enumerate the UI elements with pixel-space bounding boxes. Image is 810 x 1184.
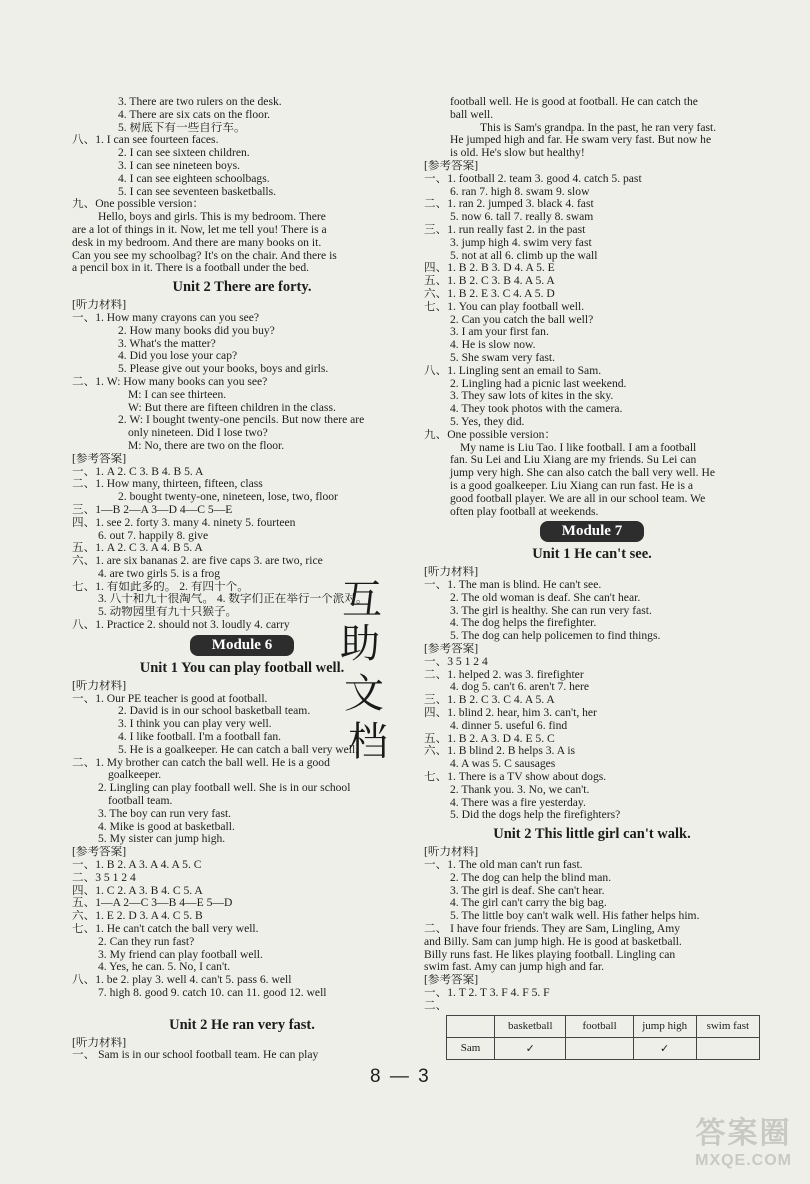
table-header-row bbox=[447, 1015, 760, 1037]
text-line: [听力材料] bbox=[72, 299, 127, 312]
text-line: 2. Thank you. 3. No, we can't. bbox=[450, 783, 590, 796]
unit-heading: Unit 2 He ran very fast. bbox=[169, 1016, 315, 1033]
text-line: 5. The little boy can't walk well. His father helps him. bbox=[450, 910, 700, 923]
text-line: 一、1. How many crayons can you see? bbox=[72, 311, 260, 324]
text-line: ball well. bbox=[450, 108, 494, 121]
text-line: 3. The boy can run very fast. bbox=[98, 807, 232, 820]
text-line: a pencil box in it. There is a football under the bed. bbox=[72, 262, 310, 275]
text-line: 一、1. B 2. A 3. A 4. A 5. C bbox=[72, 859, 202, 872]
text-line: 一、1. Our PE teacher is good at football. bbox=[72, 692, 268, 705]
module-heading-wrap bbox=[424, 521, 760, 542]
watermark-logo bbox=[695, 1108, 792, 1170]
text-line: is a good goalkeeper. Liu Xiang can run fast. He is a bbox=[450, 479, 694, 492]
text-line: 5. Please give out your books, boys and girls. bbox=[118, 363, 329, 376]
text-line: [听力材料] bbox=[424, 846, 479, 859]
text-line: fan. Su Lei and Liu Xiang are my friends. Su Lei can bbox=[450, 454, 697, 467]
text-line: 6. out 7. happily 8. give bbox=[98, 529, 209, 542]
text-line: 6. ran 7. high 8. swam 9. slow bbox=[450, 185, 590, 198]
text-line: 5. 动物园里有九十只猴子。 bbox=[98, 606, 238, 619]
text-line: 二、1. My brother can catch the ball well. He is a good bbox=[72, 756, 330, 769]
text-line: [听力材料] bbox=[424, 566, 479, 579]
unit-heading: Unit 2 This little girl can't walk. bbox=[493, 826, 691, 843]
text-line: 4. The girl can't carry the big bag. bbox=[450, 897, 607, 910]
unit-heading: Unit 2 There are forty. bbox=[172, 279, 312, 296]
text-line: 四、1. see 2. forty 3. many 4. ninety 5. fourteen bbox=[72, 516, 296, 529]
text-line: 七、1. You can play football well. bbox=[424, 300, 585, 313]
text-line: is old. He's slow but healthy! bbox=[450, 147, 585, 160]
text-line: desk in my bedroom. And there are many books on it. bbox=[72, 236, 322, 249]
text-line: jump very high. She can also catch the ball very well. He bbox=[450, 467, 715, 480]
text-line: 5. The dog can help policemen to find things. bbox=[450, 630, 661, 643]
text-line: 2. Can you catch the ball well? bbox=[450, 313, 594, 326]
text-line: 4. There was a fire yesterday. bbox=[450, 796, 586, 809]
table-row bbox=[447, 1037, 760, 1059]
text-line: M: I can see thirteen. bbox=[128, 388, 227, 401]
text-line: 5. I can see seventeen basketballs. bbox=[118, 185, 277, 198]
table-cell bbox=[566, 1037, 633, 1059]
text-line: 四、1. B 2. B 3. D 4. A 5. E bbox=[424, 262, 555, 275]
text-line: 四、1. C 2. A 3. B 4. C 5. A bbox=[72, 884, 203, 897]
text-line: 五、1. B 2. C 3. B 4. A 5. A bbox=[424, 275, 555, 288]
text-line: 5. Yes, they did. bbox=[450, 415, 525, 428]
text-line: 二、 bbox=[424, 999, 448, 1012]
text-line: 二、1. W: How many books can you see? bbox=[72, 375, 268, 388]
text-line: 2. The old woman is deaf. She can't hear. bbox=[450, 591, 641, 604]
text-line: 三、1—B 2—A 3—D 4—C 5—E bbox=[72, 503, 233, 516]
text-line: 八、1. be 2. play 3. well 4. can't 5. pass 6. well bbox=[72, 974, 292, 987]
text-line: 一、1. The old man can't run fast. bbox=[424, 859, 583, 872]
text-line: football team. bbox=[108, 795, 173, 808]
text-line: 4. The dog helps the firefighter. bbox=[450, 617, 597, 630]
text-line: 4. They took photos with the camera. bbox=[450, 403, 623, 416]
table-header-cell: basketball bbox=[495, 1015, 566, 1037]
module-heading: Module 6 bbox=[190, 635, 294, 656]
text-line: 4. There are six cats on the floor. bbox=[118, 108, 271, 121]
text-line: and Billy. Sam can jump high. He is good at basketball. bbox=[424, 935, 682, 948]
text-line: 5. 树底下有一些自行车。 bbox=[118, 121, 246, 134]
text-line: 3. jump high 4. swim very fast bbox=[450, 236, 592, 249]
text-line: [参考答案] bbox=[72, 846, 127, 859]
watermark-url: MXQE.COM bbox=[695, 1152, 792, 1169]
page-number: 8 — 3 bbox=[370, 1066, 431, 1087]
text-line: M: No, there are two on the floor. bbox=[128, 439, 285, 452]
text-line: 5. not at all 6. climb up the wall bbox=[450, 249, 598, 262]
text-line: 一、 Sam is in our school football team. He can play bbox=[72, 1049, 319, 1062]
text-line: [听力材料] bbox=[72, 679, 127, 692]
table-cell: ✓ bbox=[495, 1037, 566, 1059]
table-header-cell: swim fast bbox=[696, 1015, 759, 1037]
unit-heading: Unit 1 You can play football well. bbox=[139, 659, 345, 676]
text-line: 4. Did you lose your cap? bbox=[118, 350, 238, 363]
handwritten-char: 互 bbox=[342, 577, 382, 623]
text-line: 7. high 8. good 9. catch 10. can 11. good 12. well bbox=[98, 987, 327, 999]
text-line: [参考答案] bbox=[424, 974, 479, 987]
text-line: 六、1. E 2. D 3. A 4. C 5. B bbox=[72, 910, 203, 923]
module-heading: Module 7 bbox=[540, 521, 644, 542]
text-line: 5. My sister can jump high. bbox=[98, 833, 226, 846]
text-line: 一、1. football 2. team 3. good 4. catch 5. past bbox=[424, 172, 642, 185]
table-header-cell: jump high bbox=[633, 1015, 696, 1037]
text-line: 八、1. I can see fourteen faces. bbox=[72, 134, 219, 147]
text-line: 2. W: I bought twenty-one pencils. But now there are bbox=[118, 414, 365, 427]
text-line: 二、1. helped 2. was 3. firefighter bbox=[424, 668, 584, 681]
text-line: 九、One possible version： bbox=[424, 428, 557, 441]
text-line: 七、1. 有如此多的。 2. 有四十个。 bbox=[72, 580, 249, 593]
handwritten-char: 助 bbox=[340, 621, 380, 667]
text-line: Can you see my schoolbag? It's on the chair. And there is bbox=[72, 249, 337, 262]
table-cell bbox=[696, 1037, 759, 1059]
text-line: 六、1. are six bananas 2. are five caps 3. are two, rice bbox=[72, 555, 323, 568]
text-line: 七、1. There is a TV show about dogs. bbox=[424, 771, 607, 784]
text-line: 4. dinner 5. useful 6. find bbox=[450, 719, 568, 732]
text-line: 4. A was 5. C sausages bbox=[450, 758, 556, 771]
text-line: 2. David is in our school basketball team. bbox=[118, 705, 311, 718]
text-line: 2. Lingling can play football well. She is in our school bbox=[98, 782, 351, 795]
text-line: 五、1—A 2—C 3—B 4—E 5—D bbox=[72, 897, 233, 910]
text-line: 二、1. How many, thirteen, fifteen, class bbox=[72, 478, 263, 491]
text-line: 一、3 5 1 2 4 bbox=[424, 655, 488, 668]
text-line: 一、1. T 2. T 3. F 4. F 5. F bbox=[424, 987, 550, 999]
text-line: 二、 I have four friends. They are Sam, Lingling, Amy bbox=[424, 923, 681, 936]
handwritten-char: 档 bbox=[348, 719, 388, 765]
table-header-cell: football bbox=[566, 1015, 633, 1037]
text-line: 七、1. He can't catch the ball very well. bbox=[72, 923, 259, 936]
text-line: football well. He is good at football. He can catch the bbox=[450, 96, 698, 108]
text-line: 四、1. blind 2. hear, him 3. can't, her bbox=[424, 707, 597, 720]
text-line: 一、1. The man is blind. He can't see. bbox=[424, 579, 602, 592]
text-line: only nineteen. Did I lose two? bbox=[128, 427, 268, 440]
text-line: Hello, boys and girls. This is my bedroom. There bbox=[98, 211, 326, 224]
text-line: 五、1. B 2. A 3. D 4. E 5. C bbox=[424, 732, 555, 745]
text-line: 4. He is slow now. bbox=[450, 339, 536, 352]
text-line: 五、1. A 2. C 3. A 4. B 5. A bbox=[72, 542, 203, 555]
ability-table bbox=[446, 1015, 760, 1060]
text-line: 5. Did the dogs help the firefighters? bbox=[450, 809, 621, 822]
text-line: 5. now 6. tall 7. really 8. swam bbox=[450, 211, 594, 224]
handwritten-char: 文 bbox=[344, 671, 384, 717]
text-line: 六、1. B 2. E 3. C 4. A 5. D bbox=[424, 287, 555, 300]
text-line: 3. My friend can play football well. bbox=[98, 948, 263, 961]
text-line: 3. I am your first fan. bbox=[450, 326, 549, 339]
text-line: 二、3 5 1 2 4 bbox=[72, 871, 136, 884]
text-line: 3. What's the matter? bbox=[118, 337, 216, 350]
text-line: He jumped high and far. He swam very fast. But now he bbox=[450, 134, 712, 147]
table-row-label: Sam bbox=[447, 1037, 495, 1059]
table-cell: ✓ bbox=[633, 1037, 696, 1059]
text-line: 5. She swam very fast. bbox=[450, 351, 555, 364]
text-line: 3. The girl is deaf. She can't hear. bbox=[450, 884, 605, 897]
text-line: 三、1. run really fast 2. in the past bbox=[424, 223, 586, 236]
text-line: 2. Lingling had a picnic last weekend. bbox=[450, 377, 627, 390]
text-line: 2. How many books did you buy? bbox=[118, 324, 275, 337]
text-line: [参考答案] bbox=[424, 159, 479, 172]
text-line: 3. I think you can play very well. bbox=[118, 718, 272, 731]
text-line: 3. 八十和九十很淘气。 4. 数字们正在举行一个派对。 bbox=[98, 593, 368, 606]
text-line: 八、1. Lingling sent an email to Sam. bbox=[424, 364, 602, 377]
text-line: 九、One possible version： bbox=[72, 198, 205, 211]
text-line: 4. are two girls 5. is a frog bbox=[98, 567, 221, 580]
text-line: goalkeeper. bbox=[108, 769, 162, 782]
text-line: 4. Yes, he can. 5. No, I can't. bbox=[98, 961, 231, 974]
text-line: 4. Mike is good at basketball. bbox=[98, 820, 235, 833]
text-line bbox=[72, 1000, 412, 1013]
text-line: 3. I can see nineteen boys. bbox=[118, 159, 241, 172]
text-line: 2. Can they run fast? bbox=[98, 935, 195, 948]
text-line: 六、1. B blind 2. B helps 3. A is bbox=[424, 745, 576, 758]
text-line: 4. I can see eighteen schoolbags. bbox=[118, 172, 270, 185]
text-line: 3. There are two rulers on the desk. bbox=[118, 96, 282, 108]
table-header-cell bbox=[447, 1015, 495, 1037]
text-line: Billy runs fast. He likes playing football. Lingling can bbox=[424, 948, 676, 961]
text-line: W: But there are fifteen children in the class. bbox=[128, 401, 336, 414]
text-line: 八、1. Practice 2. should not 3. loudly 4. carry bbox=[72, 619, 290, 632]
text-line: 三、1. B 2. C 3. C 4. A 5. A bbox=[424, 694, 555, 707]
text-line: [听力材料] bbox=[72, 1036, 127, 1049]
text-line: good football player. We are all in our school team. We bbox=[450, 492, 706, 505]
text-line: 一、1. A 2. C 3. B 4. B 5. A bbox=[72, 465, 204, 478]
text-line: 3. They saw lots of kites in the sky. bbox=[450, 390, 614, 403]
text-line: 2. I can see sixteen children. bbox=[118, 147, 250, 160]
watermark-text: 答案圈 bbox=[695, 1117, 792, 1150]
text-line: My name is Liu Tao. I like football. I am a football bbox=[460, 441, 697, 454]
text-line: 4. I like football. I'm a football fan. bbox=[118, 731, 282, 744]
text-line: 3. The girl is healthy. She can run very fast. bbox=[450, 604, 652, 617]
text-line: 2. bought twenty-one, nineteen, lose, two, floor bbox=[118, 491, 338, 504]
text-line: [参考答案] bbox=[72, 452, 127, 465]
text-line: 2. The dog can help the blind man. bbox=[450, 871, 612, 884]
unit-heading: Unit 1 He can't see. bbox=[532, 546, 652, 563]
text-line: 4. dog 5. can't 6. aren't 7. here bbox=[450, 681, 590, 694]
right-column bbox=[424, 96, 760, 1060]
text-line: often play football at weekends. bbox=[450, 505, 599, 518]
text-line: 5. He is a goalkeeper. He can catch a ball very well. bbox=[118, 743, 359, 756]
text-line: are a lot of things in it. Now, let me tell you! There is a bbox=[72, 223, 327, 236]
text-line: 二、1. ran 2. jumped 3. black 4. fast bbox=[424, 198, 594, 211]
text-line: [参考答案] bbox=[424, 643, 479, 656]
text-line: swim fast. Amy can jump high and far. bbox=[424, 961, 604, 974]
text-line: This is Sam's grandpa. In the past, he ran very fast. bbox=[480, 121, 717, 134]
